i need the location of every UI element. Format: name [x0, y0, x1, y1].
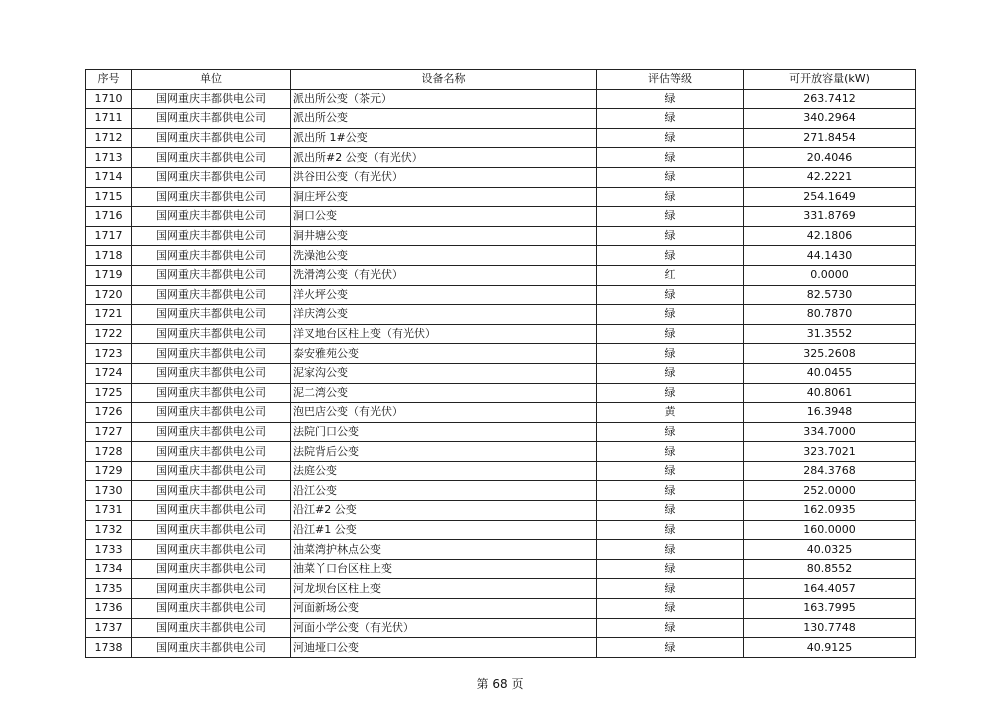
cell-device-name: 法院背后公变	[291, 442, 597, 462]
cell-grade: 绿	[597, 148, 744, 168]
cell-grade: 黄	[597, 403, 744, 423]
cell-capacity: 254.1649	[744, 187, 916, 207]
cell-capacity: 40.0455	[744, 363, 916, 383]
header-unit: 单位	[132, 70, 291, 90]
cell-grade: 绿	[597, 207, 744, 227]
cell-seq: 1721	[86, 305, 132, 325]
cell-device-name: 泥家沟公变	[291, 363, 597, 383]
cell-device-name: 沿江#1 公变	[291, 520, 597, 540]
cell-grade: 绿	[597, 559, 744, 579]
cell-unit: 国网重庆丰都供电公司	[132, 638, 291, 658]
cell-seq: 1723	[86, 344, 132, 364]
cell-device-name: 法庭公变	[291, 461, 597, 481]
cell-grade: 绿	[597, 520, 744, 540]
cell-unit: 国网重庆丰都供电公司	[132, 265, 291, 285]
cell-unit: 国网重庆丰都供电公司	[132, 305, 291, 325]
cell-grade: 绿	[597, 442, 744, 462]
cell-capacity: 16.3948	[744, 403, 916, 423]
cell-unit: 国网重庆丰都供电公司	[132, 109, 291, 129]
header-grade: 评估等级	[597, 70, 744, 90]
cell-capacity: 263.7412	[744, 89, 916, 109]
table-row	[86, 599, 916, 619]
cell-capacity: 44.1430	[744, 246, 916, 266]
cell-unit: 国网重庆丰都供电公司	[132, 167, 291, 187]
cell-capacity: 164.4057	[744, 579, 916, 599]
cell-device-name: 泰安雅苑公变	[291, 344, 597, 364]
cell-capacity: 42.2221	[744, 167, 916, 187]
capacity-table	[85, 69, 916, 658]
cell-seq: 1734	[86, 559, 132, 579]
table-row	[86, 226, 916, 246]
cell-grade: 绿	[597, 579, 744, 599]
cell-capacity: 271.8454	[744, 128, 916, 148]
cell-device-name: 洋叉地台区柱上变（有光伏）	[291, 324, 597, 344]
table-row	[86, 167, 916, 187]
cell-seq: 1726	[86, 403, 132, 423]
cell-seq: 1729	[86, 461, 132, 481]
cell-grade: 绿	[597, 305, 744, 325]
table-row	[86, 246, 916, 266]
cell-grade: 绿	[597, 481, 744, 501]
table-row	[86, 461, 916, 481]
cell-device-name: 沿江#2 公变	[291, 501, 597, 521]
cell-unit: 国网重庆丰都供电公司	[132, 599, 291, 619]
header-capacity: 可开放容量(kW)	[744, 70, 916, 90]
cell-seq: 1736	[86, 599, 132, 619]
cell-grade: 绿	[597, 501, 744, 521]
cell-grade: 绿	[597, 344, 744, 364]
cell-capacity: 160.0000	[744, 520, 916, 540]
table-row	[86, 207, 916, 227]
table-row	[86, 324, 916, 344]
cell-capacity: 82.5730	[744, 285, 916, 305]
cell-seq: 1711	[86, 109, 132, 129]
cell-device-name: 洗澡池公变	[291, 246, 597, 266]
cell-device-name: 河面小学公变（有光伏）	[291, 618, 597, 638]
table-row	[86, 520, 916, 540]
table-row	[86, 187, 916, 207]
cell-capacity: 252.0000	[744, 481, 916, 501]
cell-grade: 绿	[597, 422, 744, 442]
table-row	[86, 363, 916, 383]
cell-seq: 1719	[86, 265, 132, 285]
cell-unit: 国网重庆丰都供电公司	[132, 579, 291, 599]
table-row	[86, 618, 916, 638]
cell-device-name: 派出所公变（茶元）	[291, 89, 597, 109]
cell-capacity: 331.8769	[744, 207, 916, 227]
cell-unit: 国网重庆丰都供电公司	[132, 226, 291, 246]
cell-unit: 国网重庆丰都供电公司	[132, 481, 291, 501]
cell-seq: 1714	[86, 167, 132, 187]
cell-grade: 绿	[597, 599, 744, 619]
cell-capacity: 325.2608	[744, 344, 916, 364]
cell-device-name: 派出所#2 公变（有光伏）	[291, 148, 597, 168]
header-device: 设备名称	[291, 70, 597, 90]
cell-seq: 1728	[86, 442, 132, 462]
cell-unit: 国网重庆丰都供电公司	[132, 344, 291, 364]
cell-capacity: 334.7000	[744, 422, 916, 442]
cell-grade: 绿	[597, 461, 744, 481]
table-header	[86, 70, 916, 90]
cell-capacity: 40.0325	[744, 540, 916, 560]
cell-unit: 国网重庆丰都供电公司	[132, 520, 291, 540]
cell-seq: 1737	[86, 618, 132, 638]
cell-seq: 1715	[86, 187, 132, 207]
cell-unit: 国网重庆丰都供电公司	[132, 540, 291, 560]
table-row	[86, 559, 916, 579]
table-row	[86, 540, 916, 560]
cell-capacity: 80.7870	[744, 305, 916, 325]
cell-capacity: 40.9125	[744, 638, 916, 658]
cell-seq: 1733	[86, 540, 132, 560]
cell-unit: 国网重庆丰都供电公司	[132, 246, 291, 266]
table-row	[86, 579, 916, 599]
cell-seq: 1735	[86, 579, 132, 599]
cell-grade: 绿	[597, 246, 744, 266]
cell-capacity: 340.2964	[744, 109, 916, 129]
cell-seq: 1712	[86, 128, 132, 148]
cell-grade: 绿	[597, 638, 744, 658]
table-row	[86, 501, 916, 521]
cell-seq: 1725	[86, 383, 132, 403]
cell-capacity: 163.7995	[744, 599, 916, 619]
header-row	[86, 70, 916, 90]
cell-capacity: 130.7748	[744, 618, 916, 638]
cell-grade: 绿	[597, 363, 744, 383]
cell-grade: 红	[597, 265, 744, 285]
cell-device-name: 派出所公变	[291, 109, 597, 129]
cell-capacity: 42.1806	[744, 226, 916, 246]
cell-seq: 1731	[86, 501, 132, 521]
cell-device-name: 泡巴店公变（有光伏）	[291, 403, 597, 423]
cell-capacity: 20.4046	[744, 148, 916, 168]
cell-capacity: 31.3552	[744, 324, 916, 344]
cell-device-name: 洞庄坪公变	[291, 187, 597, 207]
cell-seq: 1722	[86, 324, 132, 344]
cell-grade: 绿	[597, 324, 744, 344]
cell-unit: 国网重庆丰都供电公司	[132, 383, 291, 403]
cell-grade: 绿	[597, 383, 744, 403]
cell-unit: 国网重庆丰都供电公司	[132, 363, 291, 383]
cell-capacity: 0.0000	[744, 265, 916, 285]
table-row	[86, 383, 916, 403]
cell-capacity: 162.0935	[744, 501, 916, 521]
table-row	[86, 481, 916, 501]
cell-device-name: 洋火坪公变	[291, 285, 597, 305]
cell-seq: 1717	[86, 226, 132, 246]
cell-unit: 国网重庆丰都供电公司	[132, 559, 291, 579]
cell-unit: 国网重庆丰都供电公司	[132, 207, 291, 227]
cell-capacity: 40.8061	[744, 383, 916, 403]
cell-device-name: 油菜湾护林点公变	[291, 540, 597, 560]
cell-seq: 1720	[86, 285, 132, 305]
cell-unit: 国网重庆丰都供电公司	[132, 442, 291, 462]
cell-seq: 1718	[86, 246, 132, 266]
header-seq: 序号	[86, 70, 132, 90]
cell-unit: 国网重庆丰都供电公司	[132, 148, 291, 168]
cell-unit: 国网重庆丰都供电公司	[132, 128, 291, 148]
table-row	[86, 128, 916, 148]
cell-grade: 绿	[597, 618, 744, 638]
cell-device-name: 洗滑湾公变（有光伏）	[291, 265, 597, 285]
cell-unit: 国网重庆丰都供电公司	[132, 501, 291, 521]
cell-device-name: 沿江公变	[291, 481, 597, 501]
cell-device-name: 泥二湾公变	[291, 383, 597, 403]
table-row	[86, 638, 916, 658]
cell-unit: 国网重庆丰都供电公司	[132, 285, 291, 305]
table-row	[86, 305, 916, 325]
cell-grade: 绿	[597, 285, 744, 305]
cell-device-name: 河迪垭口公变	[291, 638, 597, 658]
table-row	[86, 89, 916, 109]
cell-unit: 国网重庆丰都供电公司	[132, 422, 291, 442]
cell-capacity: 323.7021	[744, 442, 916, 462]
cell-grade: 绿	[597, 109, 744, 129]
cell-grade: 绿	[597, 187, 744, 207]
cell-unit: 国网重庆丰都供电公司	[132, 461, 291, 481]
table-row	[86, 109, 916, 129]
table-row	[86, 265, 916, 285]
cell-seq: 1724	[86, 363, 132, 383]
cell-seq: 1727	[86, 422, 132, 442]
cell-unit: 国网重庆丰都供电公司	[132, 187, 291, 207]
table-body	[86, 89, 916, 657]
table-row	[86, 442, 916, 462]
cell-grade: 绿	[597, 167, 744, 187]
cell-device-name: 洋庆湾公变	[291, 305, 597, 325]
cell-unit: 国网重庆丰都供电公司	[132, 324, 291, 344]
cell-device-name: 河面新场公变	[291, 599, 597, 619]
cell-unit: 国网重庆丰都供电公司	[132, 89, 291, 109]
cell-device-name: 河龙坝台区柱上变	[291, 579, 597, 599]
table-row	[86, 148, 916, 168]
table-row	[86, 285, 916, 305]
cell-seq: 1710	[86, 89, 132, 109]
cell-device-name: 法院门口公变	[291, 422, 597, 442]
cell-seq: 1738	[86, 638, 132, 658]
cell-grade: 绿	[597, 89, 744, 109]
cell-capacity: 80.8552	[744, 559, 916, 579]
cell-capacity: 284.3768	[744, 461, 916, 481]
cell-device-name: 洪谷田公变（有光伏）	[291, 167, 597, 187]
cell-seq: 1730	[86, 481, 132, 501]
table-row	[86, 344, 916, 364]
cell-seq: 1716	[86, 207, 132, 227]
cell-device-name: 油菜丫口台区柱上变	[291, 559, 597, 579]
cell-grade: 绿	[597, 226, 744, 246]
table-row	[86, 422, 916, 442]
cell-device-name: 洞井塘公变	[291, 226, 597, 246]
cell-device-name: 洞口公变	[291, 207, 597, 227]
table-row	[86, 403, 916, 423]
cell-grade: 绿	[597, 540, 744, 560]
page-number: 第 68 页	[476, 677, 524, 691]
cell-seq: 1713	[86, 148, 132, 168]
cell-seq: 1732	[86, 520, 132, 540]
cell-unit: 国网重庆丰都供电公司	[132, 403, 291, 423]
cell-device-name: 派出所 1#公变	[291, 128, 597, 148]
cell-grade: 绿	[597, 128, 744, 148]
cell-unit: 国网重庆丰都供电公司	[132, 618, 291, 638]
